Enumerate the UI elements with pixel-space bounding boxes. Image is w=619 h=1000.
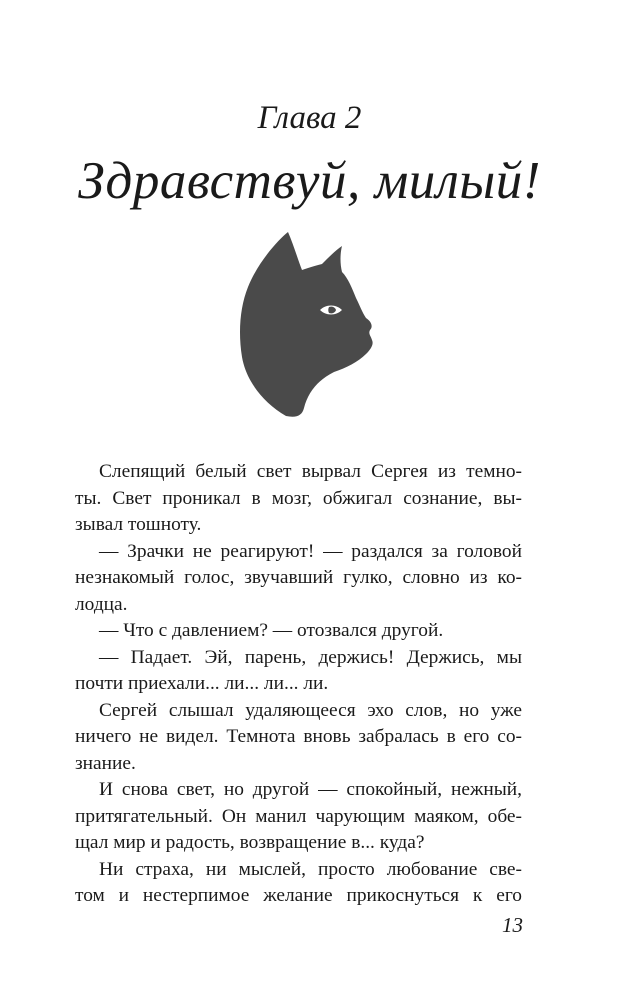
text-line: почти приехали... ли... ли... ли.	[75, 673, 329, 694]
text-line: зывал тошноту.	[75, 514, 202, 535]
text-line: притягательный. Он манил чарующим маяком, обе-	[75, 805, 522, 827]
text-line: щал мир и радость, возвращение в... куда?	[75, 832, 425, 853]
text-line: И снова свет, но другой — спокойный, нежный,	[99, 779, 522, 800]
cat-head-silhouette-icon	[238, 232, 380, 418]
text-line: — Что с давлением? — отозвался другой.	[99, 620, 444, 641]
text-line: Слепящий белый свет вырвал Сергея из темно-	[99, 461, 522, 482]
text-line: незнакомый голос, звучавший гулко, словно из ко-	[75, 567, 522, 588]
text-line: — Падает. Эй, парень, держись! Держись, мы	[99, 646, 522, 668]
text-line: том и нестерпимое желание прикоснуться к его	[75, 885, 522, 906]
chapter-label: Глава 2	[257, 100, 362, 136]
body-text	[75, 459, 522, 910]
text-line: знание.	[75, 752, 136, 774]
text-line: Сергей слышал удаляющееся эхо слов, но уже	[99, 699, 522, 721]
text-line: ничего не видел. Темнота вновь забралась в его со-	[75, 726, 522, 747]
text-line: — Зрачки не реагируют! — раздался за головой	[99, 540, 522, 562]
text-line: лодца.	[75, 593, 128, 615]
text-line: Ни страха, ни мыслей, просто любование све-	[99, 858, 522, 880]
text-line: ты. Свет проникал в мозг, обжигал сознание, вы-	[75, 487, 522, 509]
page-number: 13	[502, 913, 523, 937]
chapter-title: Здравствуй, милый!	[78, 152, 541, 210]
